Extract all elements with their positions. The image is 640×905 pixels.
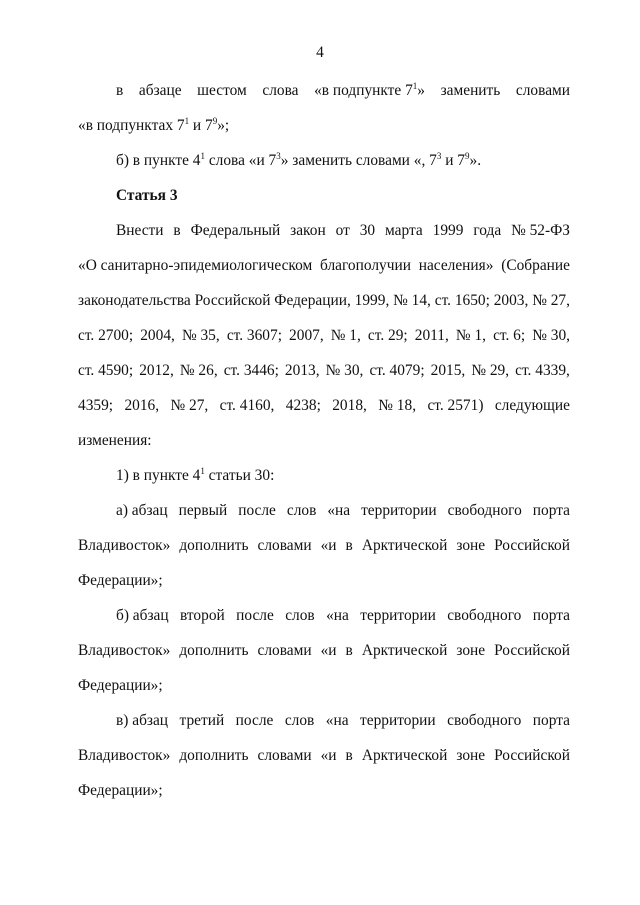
word: Федеральный [190,222,281,239]
word: а) абзац [116,502,168,519]
word: территории [360,607,436,624]
word: в [116,82,124,99]
word: после [235,712,274,729]
word: Арктической [361,537,448,554]
word: зоне [456,537,486,554]
word: в [345,642,353,659]
word: дополнить [179,747,249,764]
paragraph-3-line-2 [78,257,570,275]
paragraph-3-line-5 [78,362,570,380]
word: ст. 2700; [78,327,134,344]
superscript: 3 [276,151,281,161]
word: 1999, [354,292,390,309]
word: порта [532,502,570,519]
word: 4359; [78,397,114,414]
word: первый [178,502,228,519]
word: «на [325,712,349,729]
superscript: 3 [436,151,442,161]
word: № 30, [532,327,570,344]
word: «и [320,747,337,764]
word: 30 [359,222,376,239]
word: территории [361,502,437,519]
word: 2011, [414,327,449,344]
sub-item-a-line-3: Федерации»; [78,572,163,589]
word: Российской [494,747,570,764]
text: 1) в пункте 4 [116,467,201,484]
word: ст. 29; [367,327,408,344]
word: «и [320,537,337,554]
paragraph-3-line-3 [78,292,570,310]
word: после [238,502,276,519]
word: Российской [494,537,570,554]
article-heading: Статья 3 [116,187,178,204]
word: б) абзац [116,607,169,624]
sub-item-c-line-1 [116,712,570,730]
sub-item-a-line-1 [116,502,570,520]
word: порта [532,607,570,624]
word: третий [179,712,225,729]
text: ». [469,152,482,169]
text: б) в пункте 4 [116,152,201,169]
text: «в подпункте 7 [314,82,413,99]
word: словами [257,642,312,659]
word: 1999 [432,222,464,239]
word: ст. 4590; [78,362,134,379]
word: словами [515,82,570,99]
word: 2015, [430,362,466,379]
superscript: 9 [465,151,470,161]
word: Арктической [361,747,448,764]
sub-item-a-line-2 [78,537,570,555]
word: № 29, [471,362,510,379]
word: заменить [440,82,501,99]
text: «в подпунктах 7 [78,117,185,134]
word: порта [532,712,570,729]
word: 2003, [493,292,529,309]
page-number: 4 [316,44,324,61]
word: марта [385,222,423,239]
superscript: 9 [212,116,218,126]
text: »; [217,117,230,134]
word: в [345,747,353,764]
word: дополнить [179,537,249,554]
word: (Собрание [501,257,570,274]
word: в) абзац [116,712,169,729]
word: словами [257,747,312,764]
paragraph-3-line-6 [78,397,570,415]
paragraph-3-line-1 [116,222,570,240]
word: Российской [194,292,271,309]
word: № 52-ФЗ [511,222,570,239]
paragraph-1-line-2 [78,117,570,135]
word: словами [257,537,312,554]
word: свободного [447,607,522,624]
text: статьи 30: [204,467,275,484]
word: ст. 4339, [515,362,570,379]
paragraph-1-line-1 [116,82,570,100]
word: Российской [494,642,570,659]
word: Федерации, [274,292,351,309]
word: ст. 3607; [226,327,282,344]
word: Владивосток» [78,642,171,659]
word: «на [326,607,349,624]
word: следующие [494,397,570,414]
word: Владивосток» [78,747,171,764]
word: в [345,537,353,554]
word: законодательства [78,292,191,309]
word: ст. 6; [493,327,526,344]
word: «на [327,502,351,519]
word: «и [320,642,337,659]
word: 2018, [332,397,367,414]
word: слов [284,712,315,729]
quoted-phrase [314,82,425,100]
word: № 26, [179,362,218,379]
word: территории [360,712,436,729]
text: » заменить словами «, 7 [280,152,437,169]
word: № 18, [378,397,417,414]
word: в [173,222,181,239]
word: № 1, [455,327,486,344]
word: дополнить [179,642,249,659]
text: » [417,82,425,99]
sub-item-b-line-1 [116,607,570,625]
sub-item-c-line-3: Федерации»; [78,782,163,799]
superscript: 1 [184,116,190,126]
word: № 27, [170,397,209,414]
superscript: 1 [412,81,418,91]
word: «О санитарно-эпидемиологическом [78,257,313,274]
word: 2004, [140,327,175,344]
sub-item-b-line-2 [78,642,570,660]
word: свободного [447,502,522,519]
word: после [236,607,274,624]
paragraph-3-line-7: изменения: [78,432,152,449]
word: ст. 3446; [223,362,279,379]
sub-item-c-line-2 [78,747,570,765]
superscript: 1 [200,151,205,161]
paragraph-3-line-4 [78,327,570,345]
word: шестом [197,82,247,99]
superscript: 1 [200,466,205,476]
word: ст. 4079; [369,362,425,379]
word: слов [285,607,315,624]
list-item-1 [116,467,570,485]
word: ст. 1650; [434,292,490,309]
word: Арктической [361,642,448,659]
word: 4238; [285,397,321,414]
word: 2016, [124,397,160,414]
word: ст. 4160, [219,397,275,414]
word: населения» [418,257,494,274]
word: свободного [447,712,522,729]
text: слова «и 7 [204,152,277,169]
word: Внести [116,222,164,239]
paragraph-2 [116,152,570,170]
word: года [473,222,502,239]
text: и 7 [441,152,465,169]
word: 2013, [284,362,320,379]
word: № 27, [532,292,570,309]
word: № 1, [330,327,361,344]
word: благополучии [320,257,411,274]
sub-item-b-line-3: Федерации»; [78,677,163,694]
word: № 30, [325,362,364,379]
word: ст. 2571) [427,397,484,414]
word: № 14, [393,292,431,309]
word: абзаце [138,82,182,99]
word: Владивосток» [78,537,171,554]
text: и 7 [189,117,213,134]
word: зоне [456,642,486,659]
word: слов [286,502,317,519]
word: второй [180,607,225,624]
word: зоне [456,747,486,764]
word: № 35, [181,327,220,344]
word: слова [262,82,299,99]
word: от [335,222,350,239]
word: закон [290,222,326,239]
word: 2012, [139,362,174,379]
word: 2007, [289,327,324,344]
